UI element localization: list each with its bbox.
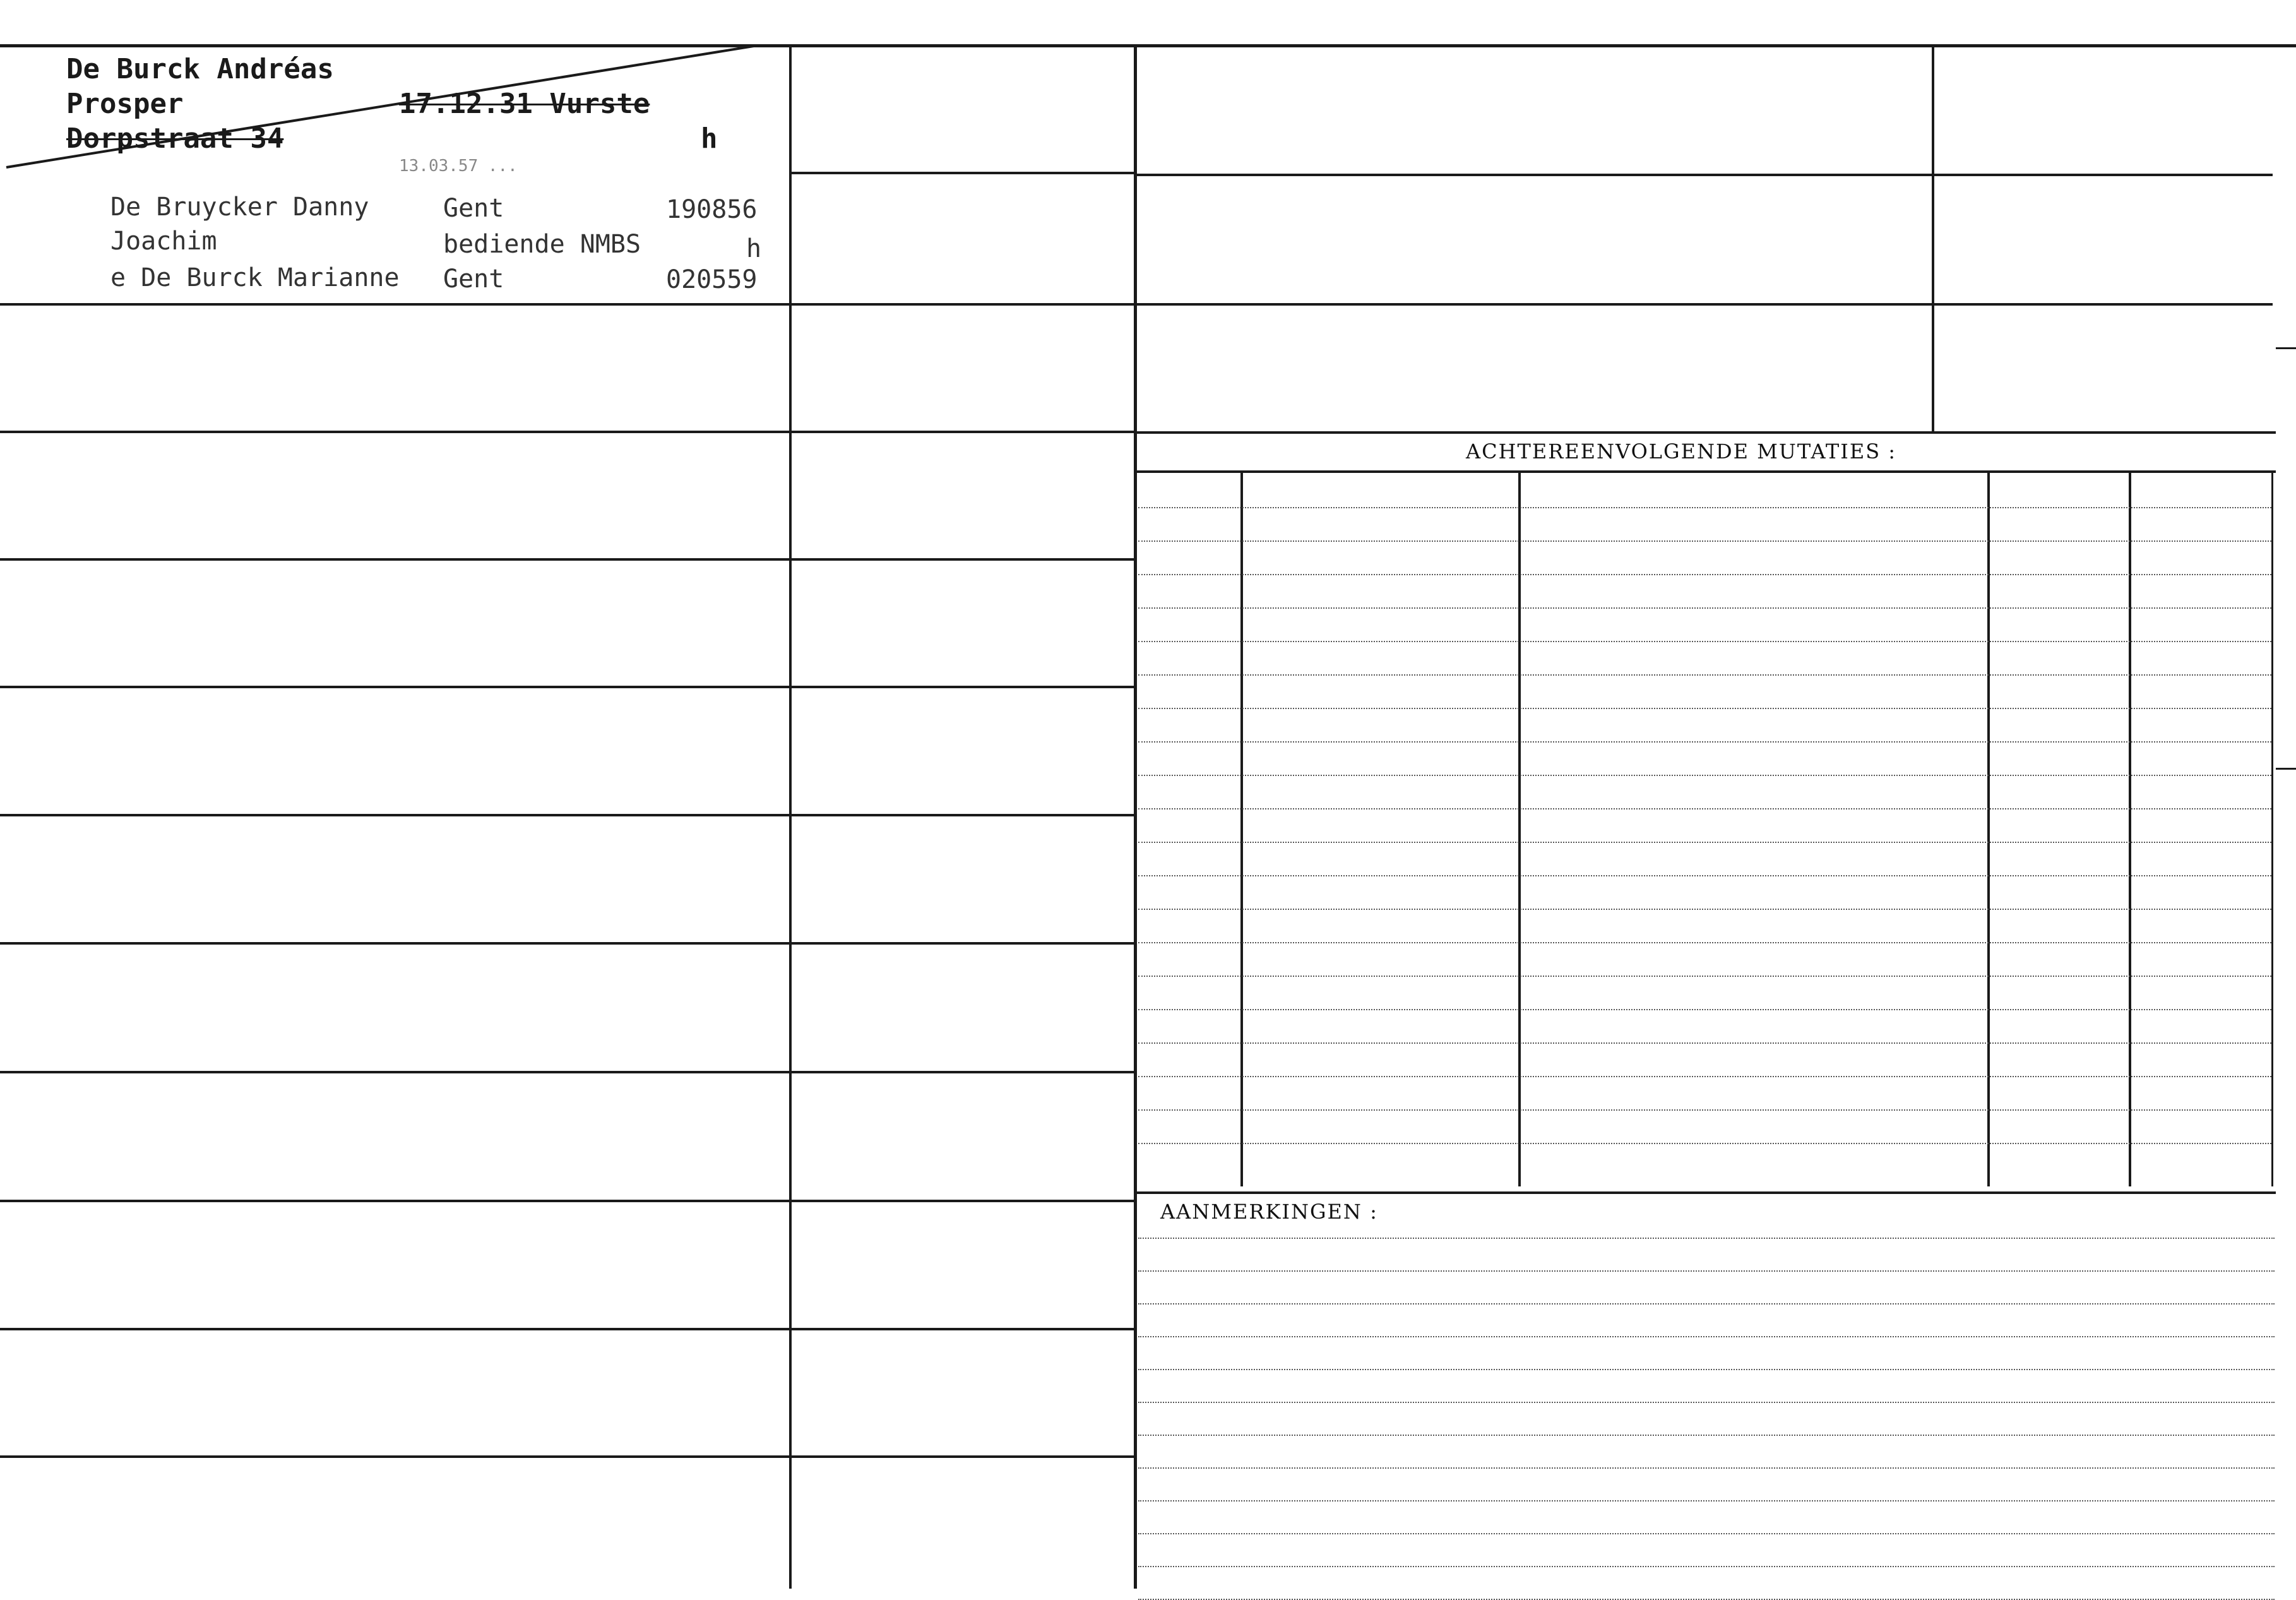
ruled-line [1138, 1435, 2275, 1436]
row-line [0, 814, 1136, 816]
entry-place2: Gent [443, 265, 504, 294]
ruled-line [1138, 808, 2271, 809]
aanmerkingen-heading: AANMERKINGEN : [1160, 1200, 1378, 1224]
ruled-line [1138, 1270, 2275, 1272]
right-row-line [1136, 431, 2276, 434]
ruled-line [1138, 1042, 2271, 1044]
entry-place1: Gent [443, 194, 504, 223]
header-faint-text: 13.03.57 ... [399, 157, 518, 176]
row-line [0, 686, 1136, 688]
ruled-line [1138, 1402, 2275, 1403]
ruled-line [1138, 641, 2271, 642]
ruled-line [1138, 1303, 2275, 1304]
ruled-line [1138, 1076, 2271, 1077]
entry-name3: e De Burck Marianne [110, 263, 400, 292]
column-divider-2 [1134, 47, 1137, 1589]
ruled-line [1138, 574, 2271, 575]
header-line3: Dorpstraat 34 [66, 122, 284, 155]
header-line2: Prosper [66, 88, 184, 120]
mutaties-bottom-line [1136, 1191, 2276, 1194]
header-marker: h [701, 122, 718, 155]
right-row-line [1136, 174, 2273, 176]
mutaties-header-line [1136, 470, 2276, 473]
entry-name1: De Bruycker Danny [110, 193, 369, 222]
mutaties-col [1240, 473, 1243, 1186]
row-line [0, 942, 1136, 945]
mutaties-col [2129, 473, 2131, 1186]
ruled-line [1138, 741, 2271, 743]
row-line [0, 1328, 1136, 1330]
right-row-line [1136, 303, 2273, 306]
row-line [0, 558, 1136, 561]
ruled-line [1138, 909, 2271, 910]
ruled-line [1138, 607, 2271, 609]
row-line [0, 1200, 1136, 1202]
ruled-line [1138, 1143, 2271, 1144]
ruled-line [1138, 1109, 2271, 1111]
ruled-line [1138, 1500, 2275, 1501]
entry-date1: 190856 [666, 195, 758, 224]
entry-name2: Joachim [110, 227, 217, 256]
row-line [0, 303, 1136, 306]
row-line [0, 431, 1136, 433]
ruled-line [1138, 1533, 2275, 1534]
ruled-line [1138, 976, 2271, 977]
row-line [792, 172, 1136, 174]
row-line [0, 1071, 1136, 1073]
ruled-line [1138, 1009, 2271, 1010]
ruled-line [1138, 942, 2271, 943]
ruled-line [1138, 1467, 2275, 1469]
header-date-place: 17.12.31 Vurste [399, 88, 650, 120]
ruled-line [1138, 507, 2271, 508]
column-divider-1 [789, 47, 792, 1589]
column-divider-3 [1932, 47, 1934, 433]
ruled-line [1138, 674, 2271, 676]
mutaties-heading: ACHTEREENVOLGENDE MUTATIES : [1466, 439, 1897, 463]
header-line1: De Burck Andréas [66, 53, 334, 85]
entry-date2: 020559 [666, 265, 758, 294]
entry-marker: h [746, 234, 762, 263]
ruled-line [1138, 1238, 2275, 1239]
ruled-line [1138, 875, 2271, 876]
ruled-line [1138, 708, 2271, 709]
mutaties-col [2271, 473, 2273, 1186]
entry-occupation: bediende NMBS [443, 230, 641, 259]
ruled-line [1138, 540, 2271, 542]
ruled-line [1138, 842, 2271, 843]
ruled-line [1138, 1369, 2275, 1370]
edge-mark [2276, 347, 2296, 349]
edge-mark [2276, 768, 2296, 770]
mutaties-col [1987, 473, 1990, 1186]
mutaties-col [1518, 473, 1521, 1186]
ruled-line [1138, 775, 2271, 776]
ruled-line [1138, 1336, 2275, 1337]
ruled-line [1138, 1566, 2275, 1567]
row-line [0, 1455, 1136, 1458]
